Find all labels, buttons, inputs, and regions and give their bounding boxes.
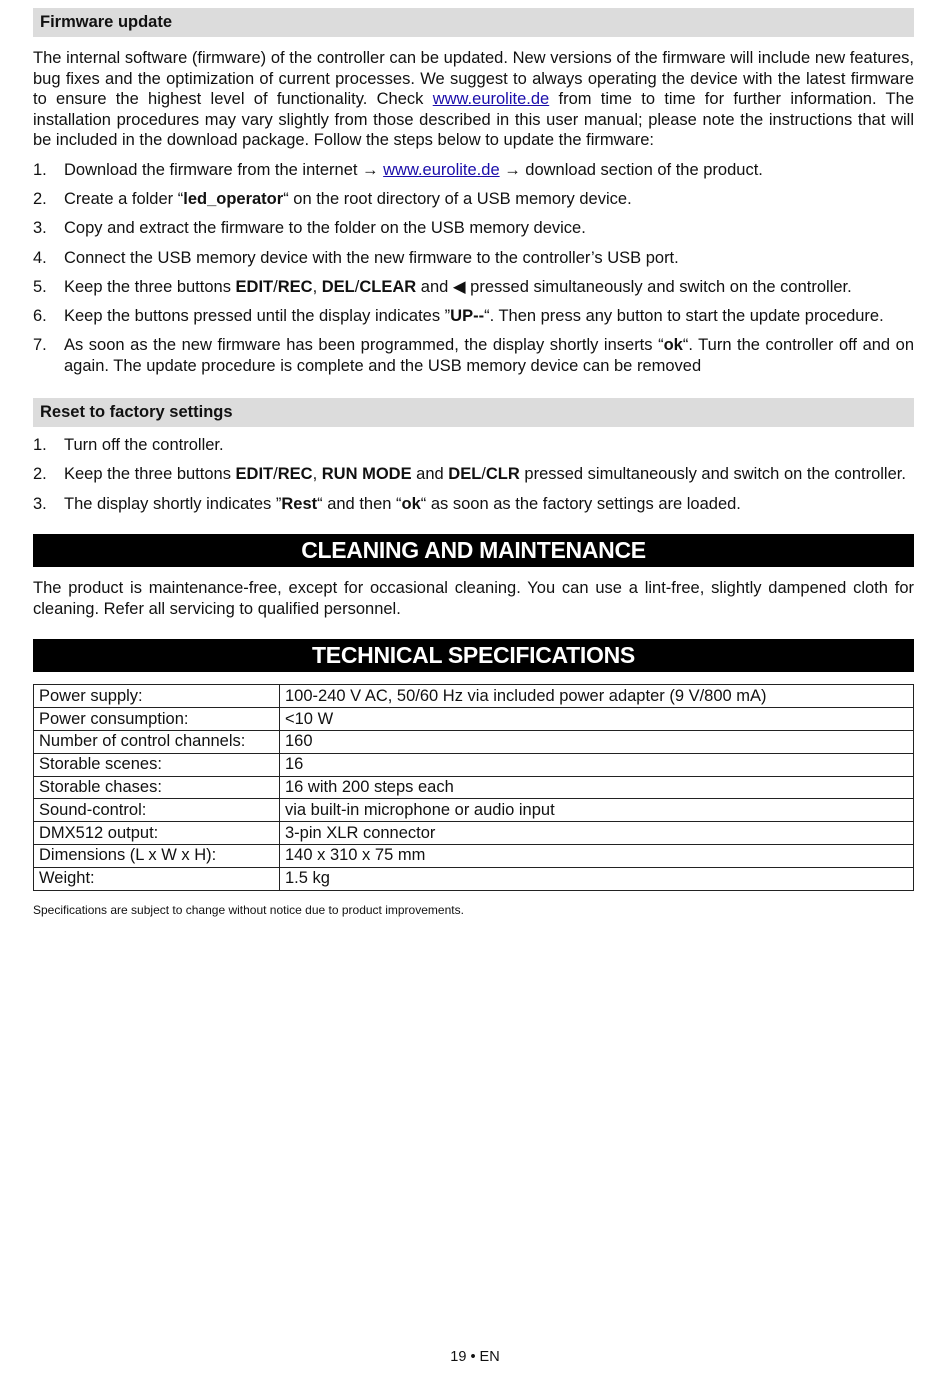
spec-label: Number of control channels: <box>34 731 280 754</box>
table-row <box>34 822 914 845</box>
spec-label: Power supply: <box>34 685 280 708</box>
cleaning-text: The product is maintenance-free, except for occasional cleaning. You can use a lint-free, slightly dampened cloth for cleaning. Refer all servicing to qualified personnel. <box>33 579 914 618</box>
list-item: 2. Keep the three buttons EDIT/REC, RUN MODE and DEL/CLR pressed simultaneously and switch on the controller. <box>33 465 906 484</box>
spec-value: 1.5 kg <box>280 867 914 890</box>
list-item: 2. Create a folder “led_operator“ on the root directory of a USB memory device. <box>33 190 632 209</box>
spec-label: Dimensions (L x W x H): <box>34 845 280 868</box>
spec-label: Storable scenes: <box>34 753 280 776</box>
spec-label: DMX512 output: <box>34 822 280 845</box>
spec-value: 16 <box>280 753 914 776</box>
reset-heading: Reset to factory settings <box>33 398 914 427</box>
specs-banner: TECHNICAL SPECIFICATIONS <box>33 639 914 672</box>
table-row <box>34 845 914 868</box>
table-row <box>34 708 914 731</box>
table-row <box>34 731 914 754</box>
list-item: 3. The display shortly indicates ”Rest“ and then “ok“ as soon as the factory settings are loaded. <box>33 494 741 513</box>
manual-page <box>33 8 914 917</box>
spec-label: Weight: <box>34 867 280 890</box>
spec-value: <10 W <box>280 708 914 731</box>
firmware-update-heading: Firmware update <box>33 8 914 37</box>
firmware-intro <box>33 48 914 151</box>
table-row <box>34 753 914 776</box>
reset-steps <box>33 435 914 514</box>
specs-table <box>33 684 914 890</box>
eurolite-link[interactable]: www.eurolite.de <box>383 160 500 179</box>
spec-value: 160 <box>280 731 914 754</box>
cleaning-banner: CLEANING AND MAINTENANCE <box>33 534 914 567</box>
list-item: 1. Download the firmware from the internet → www.eurolite.de → download section of the product. <box>33 160 763 179</box>
spec-value: 3-pin XLR connector <box>280 822 914 845</box>
page-number: 19 • EN <box>450 1349 500 1365</box>
left-arrow-icon: ◀ <box>452 277 466 296</box>
list-item: 4. Connect the USB memory device with the new firmware to the controller’s USB port. <box>33 248 679 267</box>
list-item: 6. Keep the buttons pressed until the display indicates ”UP--“. Then press any button to start the update procedure. <box>33 306 884 325</box>
spec-value: 140 x 310 x 75 mm <box>280 845 914 868</box>
spec-value: 100-240 V AC, 50/60 Hz via included power adapter (9 V/800 mA) <box>280 685 914 708</box>
table-row <box>34 799 914 822</box>
list-item: 3. Copy and extract the firmware to the folder on the USB memory device. <box>33 219 586 238</box>
eurolite-link[interactable]: www.eurolite.de <box>432 90 550 109</box>
spec-label: Storable chases: <box>34 776 280 799</box>
spec-value: 16 with 200 steps each <box>280 776 914 799</box>
table-row <box>34 776 914 799</box>
list-item: 1. Turn off the controller. <box>33 436 224 455</box>
firmware-steps <box>33 160 914 376</box>
table-row <box>34 685 914 708</box>
intro-text-cont: from time to time for further information. The installation procedures may vary slightly from those described in this user manual; please note the instructions that will be included in the download package. Follow the steps below to update the firmware: <box>33 90 914 150</box>
spec-label: Power consumption: <box>34 708 280 731</box>
spec-label: Sound-control: <box>34 799 280 822</box>
list-item: 7. As soon as the new firmware has been programmed, the display shortly inserts “ok“. Turn the controller off and on again. The update procedure is complete and the USB memory device can be removed <box>33 336 915 375</box>
spec-value: via built-in microphone or audio input <box>280 799 914 822</box>
list-item: 5. Keep the three buttons EDIT/REC, DEL/CLEAR and ◀ pressed simultaneously and switch on the controller. <box>33 277 852 296</box>
table-row <box>34 867 914 890</box>
intro-text: The internal software (firmware) of the controller can be updated. New versions of the firmware will include new features, bug fixes and the optimization of current processes. We suggest to always operating the device with the latest firmware to ensure the highest level of functionality. Check <box>33 49 914 109</box>
specs-footnote: Specifications are subject to change without notice due to product improvements. <box>33 902 464 917</box>
